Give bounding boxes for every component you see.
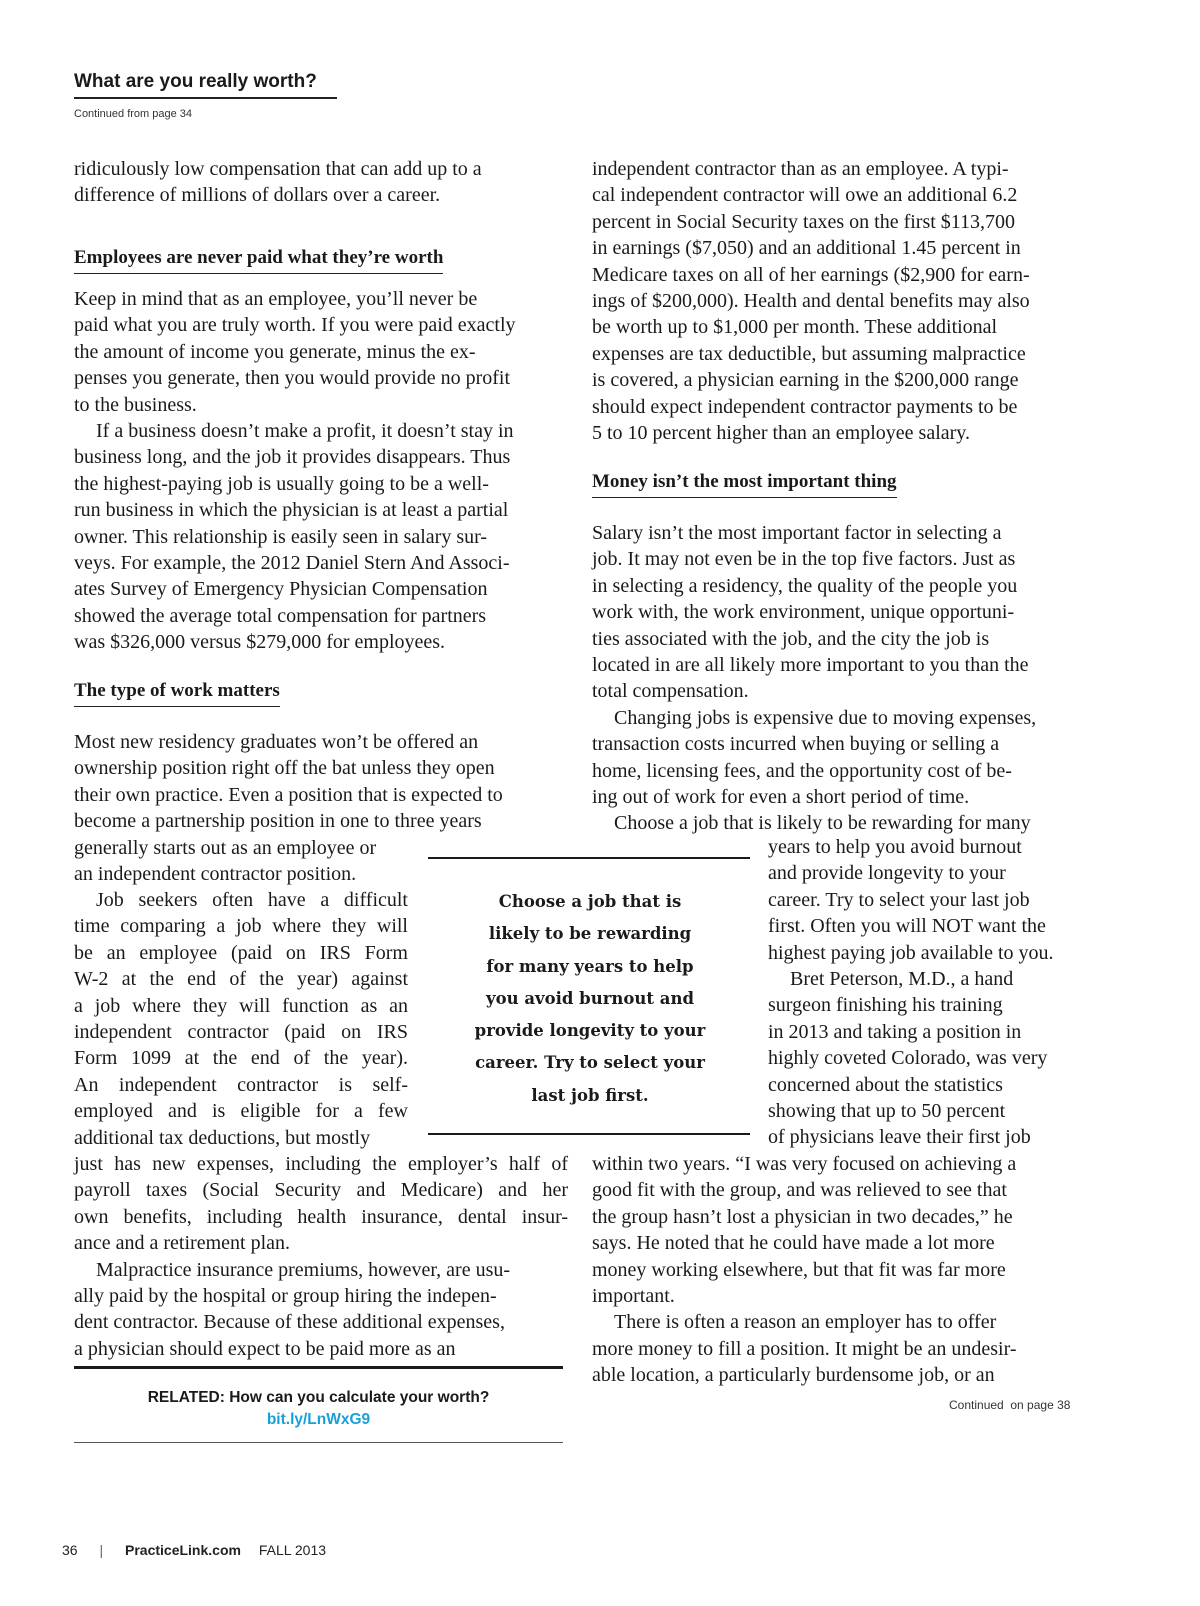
text-line: Choose a job that is — [498, 892, 682, 911]
related-top-rule — [74, 1366, 563, 1369]
text-line: dent contractor. Because of these additional expenses, — [74, 1311, 505, 1334]
text-line: an independent contractor position. — [74, 862, 357, 885]
text-line: a physician should expect to be paid more as an — [74, 1337, 456, 1360]
text-line: you avoid burnout and — [486, 988, 694, 1008]
text-line: the highest-paying job is usually going to be a well- — [74, 472, 489, 495]
column-2-paragraph-5 — [592, 1151, 1088, 1389]
subheading-text: Employees are never paid what they’re worth — [74, 246, 443, 274]
text-line: showing that up to 50 percent — [768, 1099, 1006, 1122]
text-line: ally paid by the hospital or group hiring the indepen- — [74, 1284, 497, 1307]
text-line: and provide longevity to your — [768, 862, 1006, 885]
text-line: is covered, a physician earning in the $200,000 range — [592, 369, 1019, 392]
text-line: transaction costs incurred when buying or selling a — [592, 733, 1000, 756]
section-title: What are you really worth? — [74, 70, 337, 99]
text-line: independent contractor than as an employee. A typi- — [592, 158, 1009, 180]
text-line: was $326,000 versus $279,000 for employees. — [74, 631, 446, 654]
pullquote-top-rule — [428, 857, 750, 859]
text-line: a job where they will function as an — [74, 994, 408, 1017]
footer-separator: | — [99, 1542, 104, 1558]
text-line: highest paying job available to you. — [768, 941, 1054, 964]
text-line: Choose a job that is likely to be rewarding for many — [614, 812, 1031, 835]
text-line: likely to be rewarding — [488, 924, 692, 944]
text-line: work with, the work environment, unique opportuni- — [592, 601, 1015, 624]
text-line: 5 to 10 percent higher than an employee salary. — [592, 421, 971, 444]
text-line: says. He noted that he could have made a lot more — [592, 1232, 995, 1255]
subheading-text: Money isn’t the most important thing — [592, 470, 897, 498]
issue-label: FALL 2013 — [258, 1542, 327, 1558]
text-line: in 2013 and taking a position in — [768, 1020, 1022, 1043]
text-line: be worth up to $1,000 per month. These additional — [592, 316, 998, 339]
text-line: difference of millions of dollars over a career. — [74, 184, 441, 207]
text-line: career. Try to select your — [475, 1053, 705, 1073]
text-line: ridiculously low compensation that can add up to a — [74, 158, 482, 180]
text-line: money working elsewhere, but that fit was far more — [592, 1258, 1006, 1281]
column-1-paragraph-4-wide — [74, 1151, 568, 1362]
subheading-text: The type of work matters — [74, 679, 280, 707]
column-2-narrow-block — [768, 834, 1088, 1151]
text-line: employed and is eligible for a few — [74, 1100, 408, 1123]
column-1-paragraph-3 — [74, 729, 564, 887]
text-line: ance and a retirement plan. — [74, 1232, 290, 1255]
text-line: years to help you avoid burnout — [768, 836, 1022, 858]
text-line: able location, a particularly burdensome job, or an — [592, 1364, 995, 1387]
text-line: veys. For example, the 2012 Daniel Stern And Associ- — [74, 551, 510, 574]
page-footer — [62, 1541, 326, 1559]
text-line: cal independent contractor will owe an additional 6.2 — [592, 184, 1018, 207]
text-line: last job first. — [531, 1085, 649, 1105]
column-1-intro — [74, 156, 564, 209]
text-line: additional tax deductions, but mostly — [74, 1126, 371, 1149]
text-line: good fit with the group, and was relieved to see that — [592, 1179, 1007, 1202]
text-line: to the business. — [74, 393, 197, 416]
related-bottom-rule — [74, 1442, 563, 1443]
text-line: in earnings ($7,050) and an additional 1.45 percent in — [592, 237, 1021, 260]
text-line: of physicians leave their first job — [768, 1126, 1031, 1149]
text-line: in selecting a residency, the quality of the people you — [592, 574, 1018, 597]
text-line: just has new expenses, including the employer’s half of — [74, 1153, 568, 1175]
column-1-paragraph-1 — [74, 286, 564, 655]
pullquote — [440, 886, 740, 1112]
text-line: business long, and the job it provides disappears. Thus — [74, 446, 511, 469]
text-line: provide longevity to your — [474, 1021, 706, 1041]
text-line: within two years. “I was very focused on achieving a — [592, 1153, 1017, 1175]
text-line: total compensation. — [592, 680, 749, 703]
text-line: important. — [592, 1284, 675, 1307]
text-line: located in are all likely more important to you than the — [592, 653, 1029, 676]
text-line: should expect independent contractor payments to be — [592, 395, 1018, 418]
text-line: percent in Social Security taxes on the first $113,700 — [592, 210, 1016, 233]
text-line: own benefits, including health insurance, dental insur- — [74, 1205, 568, 1228]
text-line: ownership position right off the bat unless they open — [74, 757, 495, 780]
related-label: RELATED: How can you calculate your worth? — [147, 1389, 490, 1406]
subheading-money — [592, 470, 897, 498]
text-line: the group hasn’t lost a physician in two decades,” he — [592, 1205, 1013, 1228]
text-line: Medicare taxes on all of her earnings ($2,900 for earn- — [592, 263, 1030, 286]
page-number: 36 — [62, 1542, 78, 1558]
text-line: be an employee (paid on IRS Form — [74, 941, 408, 964]
column-1-paragraph-4-narrow — [74, 887, 408, 1151]
text-line: Malpractice insurance premiums, however, are usu- — [96, 1258, 511, 1281]
text-line: Form 1099 at the end of the year). — [74, 1047, 408, 1070]
text-line: more money to fill a position. It might be an undesir- — [592, 1337, 1017, 1360]
subheading-employees — [74, 246, 443, 274]
text-line: owner. This relationship is easily seen in salary sur- — [74, 525, 488, 548]
subheading-type-of-work — [74, 679, 280, 707]
publication-site: PracticeLink.com — [125, 1542, 241, 1558]
text-line: If a business doesn’t make a profit, it doesn’t stay in — [96, 419, 514, 442]
text-line: surgeon finishing his training — [768, 994, 1003, 1017]
text-line: concerned about the statistics — [768, 1073, 1003, 1096]
related-box — [74, 1387, 563, 1431]
text-line: for many years to help — [486, 956, 694, 976]
column-2-paragraph-2 — [592, 520, 1088, 837]
text-line: career. Try to select your last job — [768, 888, 1030, 911]
text-line: penses you generate, then you would provide no profit — [74, 367, 511, 390]
pullquote-bottom-rule — [428, 1133, 750, 1135]
text-line: the amount of income you generate, minus the ex- — [74, 340, 476, 363]
text-line: Changing jobs is expensive due to moving expenses, — [614, 706, 1037, 729]
related-link[interactable]: bit.ly/LnWxG9 — [266, 1411, 371, 1428]
text-line: payroll taxes (Social Security and Medicare) and her — [74, 1179, 568, 1202]
text-line: ings of $200,000). Health and dental benefits may also — [592, 289, 1030, 312]
text-line: Job seekers often have a difficult — [96, 889, 408, 911]
continued-to-note: Continued on page 38 — [949, 1398, 1071, 1412]
text-line: There is often a reason an employer has to offer — [614, 1311, 997, 1334]
text-line: become a partnership position in one to three years — [74, 810, 482, 833]
text-line: expenses are tax deductible, but assuming malpractice — [592, 342, 1026, 365]
text-line: home, licensing fees, and the opportunity cost of be- — [592, 759, 1012, 782]
text-line: Bret Peterson, M.D., a hand — [790, 967, 1014, 990]
text-line: first. Often you will NOT want the — [768, 915, 1046, 938]
text-line: run business in which the physician is at least a partial — [74, 499, 509, 522]
continued-from-note: Continued from page 34 — [74, 108, 193, 120]
text-line: ates Survey of Emergency Physician Compensation — [74, 578, 488, 601]
text-line: generally starts out as an employee or — [74, 836, 377, 859]
text-line: ing out of work for even a short period of time. — [592, 785, 970, 808]
text-line: highly coveted Colorado, was very — [768, 1047, 1048, 1070]
text-line: time comparing a job where they will — [74, 915, 408, 938]
text-line: their own practice. Even a position that is expected to — [74, 783, 503, 806]
text-line: paid what you are truly worth. If you were paid exactly — [74, 314, 516, 337]
text-line: Most new residency graduates won’t be offered an — [74, 731, 479, 753]
text-line: Salary isn’t the most important factor in selecting a — [592, 522, 1002, 544]
text-line: W-2 at the end of the year) against — [74, 968, 408, 991]
text-line: Keep in mind that as an employee, you’ll never be — [74, 288, 478, 310]
text-line: ties associated with the job, and the city the job is — [592, 627, 990, 650]
text-line: showed the average total compensation for partners — [74, 604, 487, 627]
text-line: An independent contractor is self- — [74, 1073, 408, 1096]
text-line: job. It may not even be in the top five factors. Just as — [592, 548, 1016, 571]
column-2-paragraph-1 — [592, 156, 1088, 446]
text-line: independent contractor (paid on IRS — [74, 1020, 408, 1043]
